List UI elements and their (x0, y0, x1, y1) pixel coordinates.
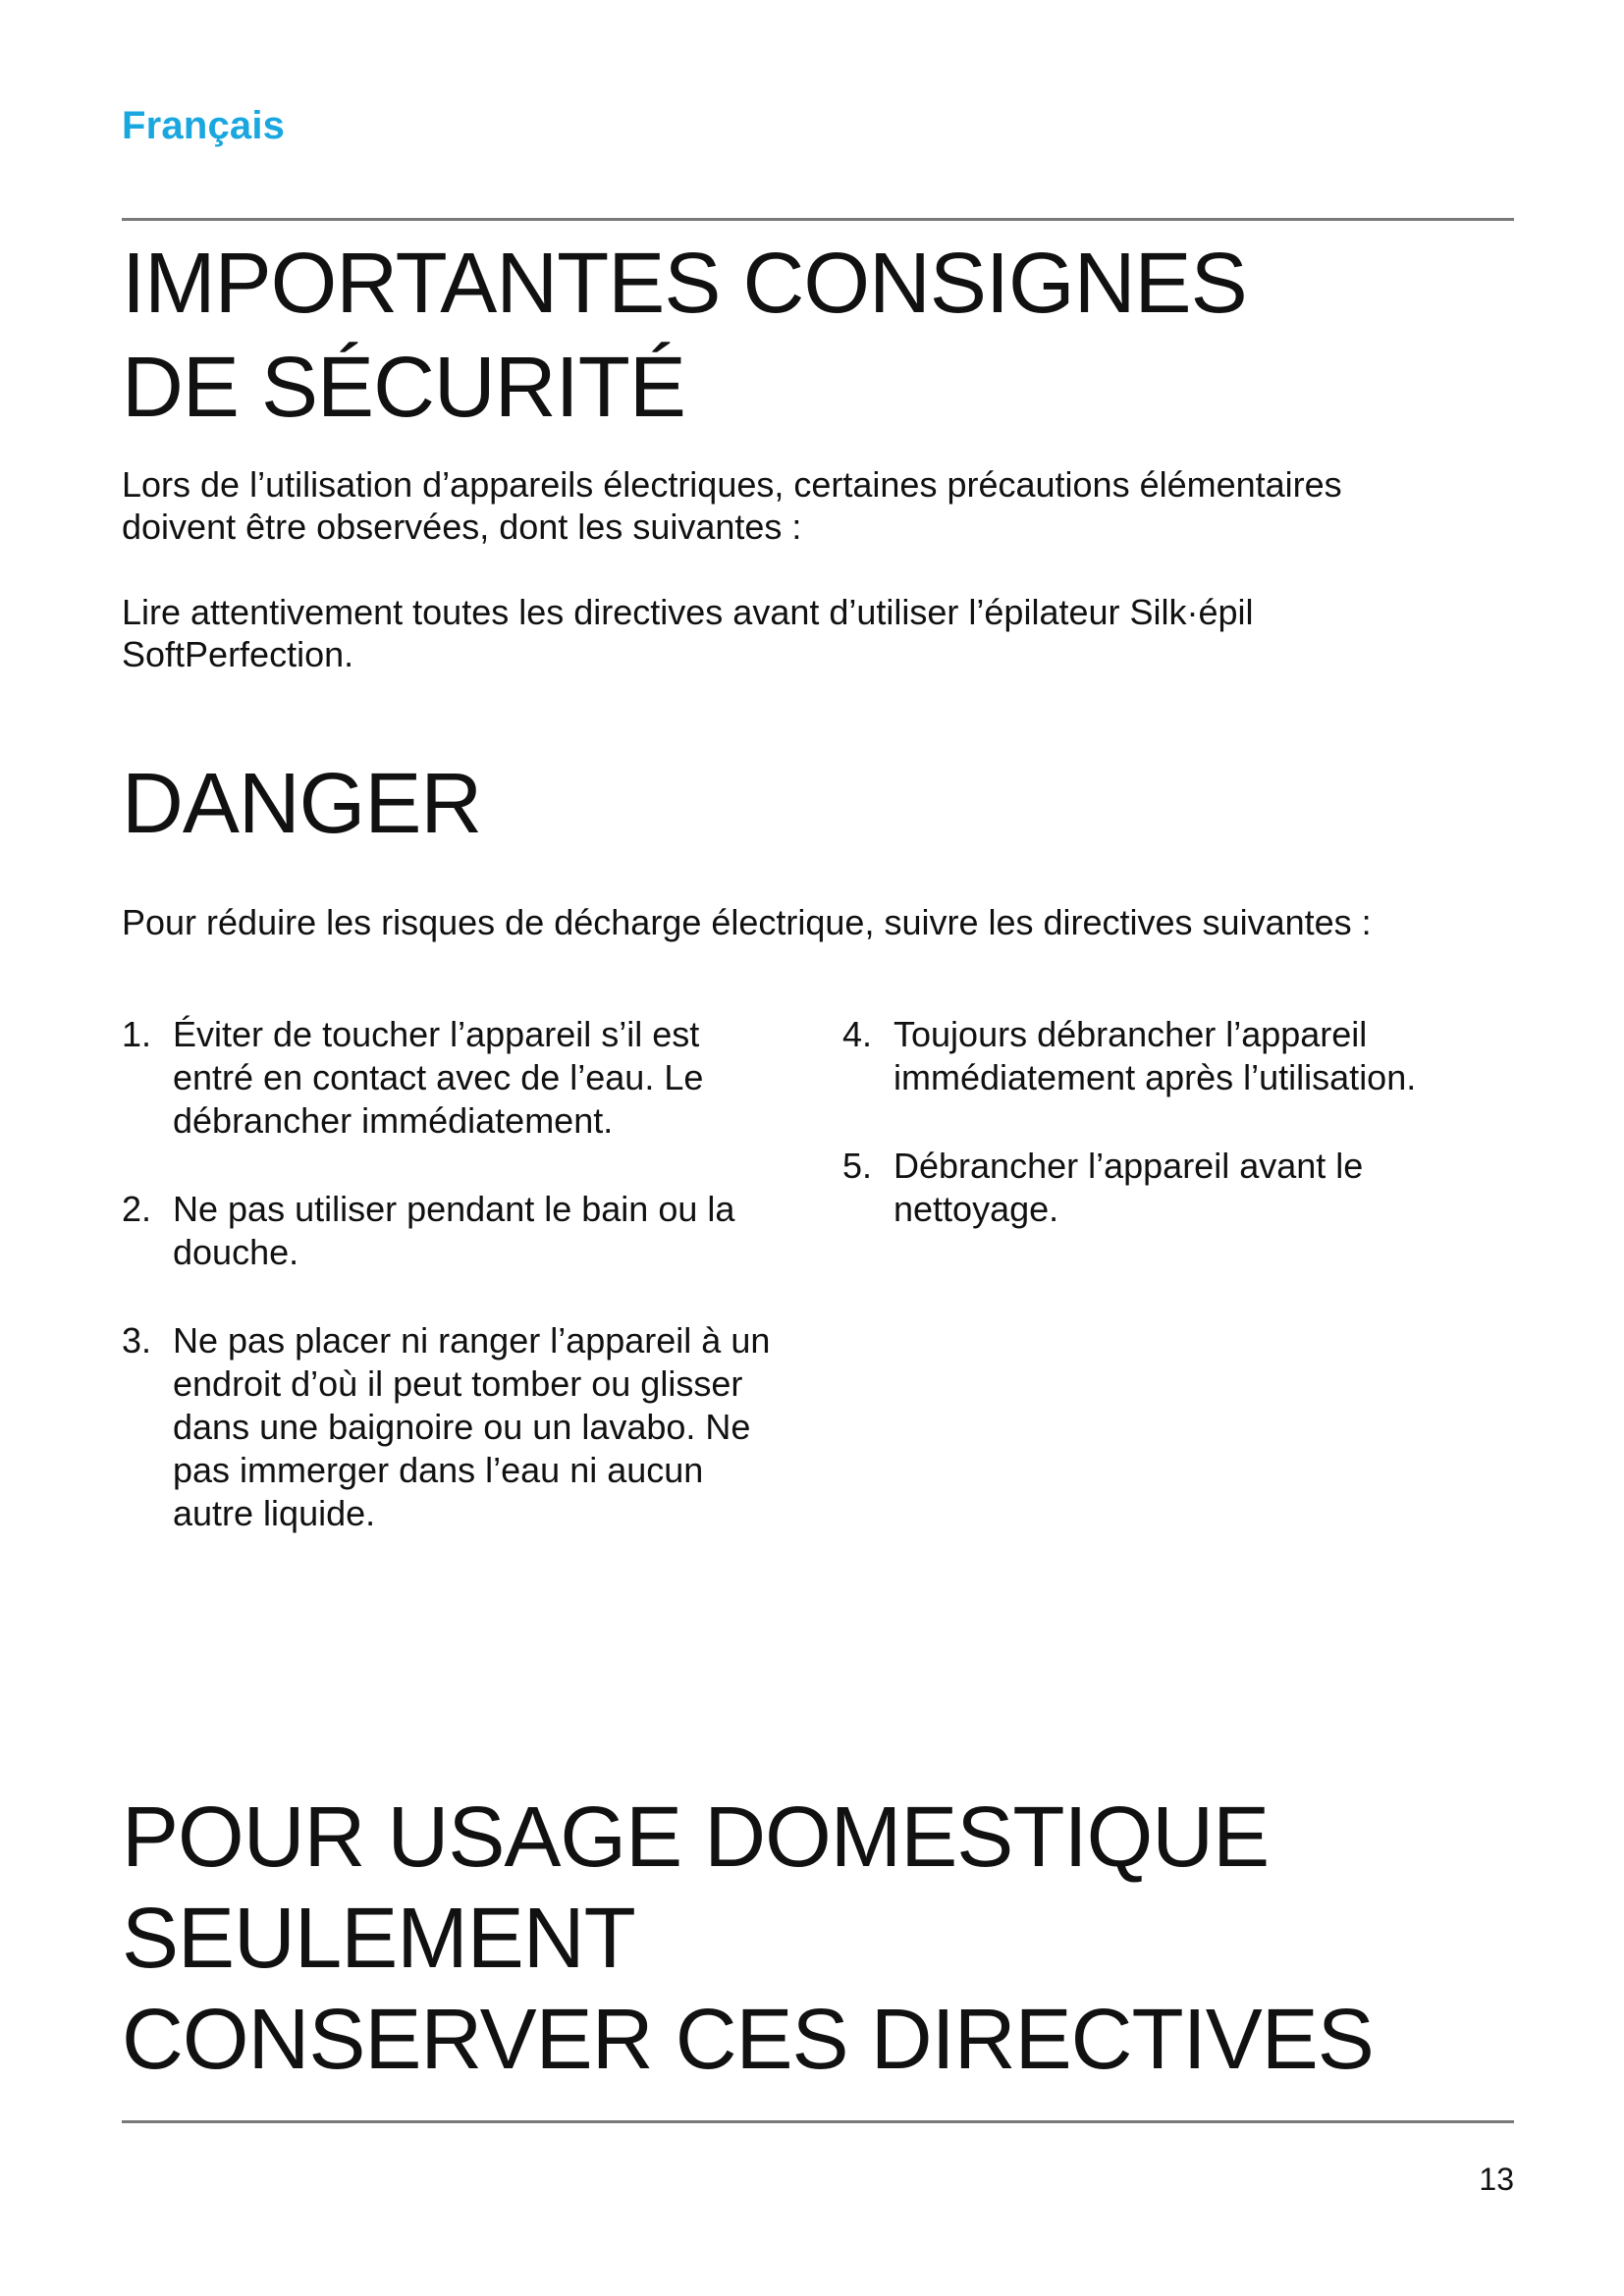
instruction-item (122, 1188, 789, 1274)
danger-title-text: DANGER (122, 756, 482, 851)
instruction-list-right (842, 1013, 1490, 1276)
instruction-item (122, 1319, 789, 1535)
danger-intro-paragraph: Pour réduire les risques de décharge électrique, suivre les directives suivantes : (122, 902, 1372, 942)
danger-title (122, 752, 481, 856)
safety-title-line-1: IMPORTANTES CONSIGNES (122, 236, 1247, 331)
instruction-item (842, 1145, 1490, 1231)
instruction-text: Débrancher l’appareil avant le nettoyage. (893, 1146, 1364, 1229)
instruction-number: 3. (122, 1320, 152, 1361)
page-number: 13 (1479, 2162, 1514, 2197)
bottom-divider (122, 2120, 1514, 2123)
household-title-line-3: CONSERVER CES DIRECTIVES (122, 1992, 1374, 2087)
instruction-text: Toujours débrancher l’appareil immédiatement après l’utilisation. (893, 1014, 1417, 1097)
language-label: Français (122, 104, 286, 147)
instruction-number: 1. (122, 1014, 152, 1054)
instruction-number: 4. (842, 1014, 873, 1054)
instruction-number: 5. (842, 1146, 873, 1186)
instruction-text: Ne pas placer ni ranger l’appareil à un endroit d’où il peut tomber ou glisser dans une baignoire ou un lavabo. Ne pas immerger dans l’eau ni aucun autre liquide. (173, 1320, 771, 1533)
household-title-line-2: SEULEMENT (122, 1891, 635, 1986)
intro-paragraph: Lors de l’utilisation d’appareils électriques, certaines précautions élémentaires doivent être observées, dont les suivantes : (122, 464, 1342, 547)
safety-title (122, 232, 1247, 440)
instruction-text: Ne pas utiliser pendant le bain ou la douche. (173, 1189, 735, 1272)
instruction-item (122, 1013, 789, 1143)
instruction-item (842, 1013, 1490, 1099)
top-divider (122, 218, 1514, 221)
household-title-line-1: POUR USAGE DOMESTIQUE (122, 1789, 1270, 1885)
safety-title-line-2: DE SÉCURITÉ (122, 340, 685, 435)
instruction-number: 2. (122, 1189, 152, 1229)
read-instructions-paragraph: Lire attentivement toutes les directives avant d’utiliser l’épilateur Silk·épil SoftPerfection. (122, 592, 1254, 674)
household-title (122, 1787, 1374, 2090)
instruction-list-left (122, 1013, 789, 1580)
instruction-text: Éviter de toucher l’appareil s’il est entré en contact avec de l’eau. Le débrancher immédiatement. (173, 1014, 704, 1141)
